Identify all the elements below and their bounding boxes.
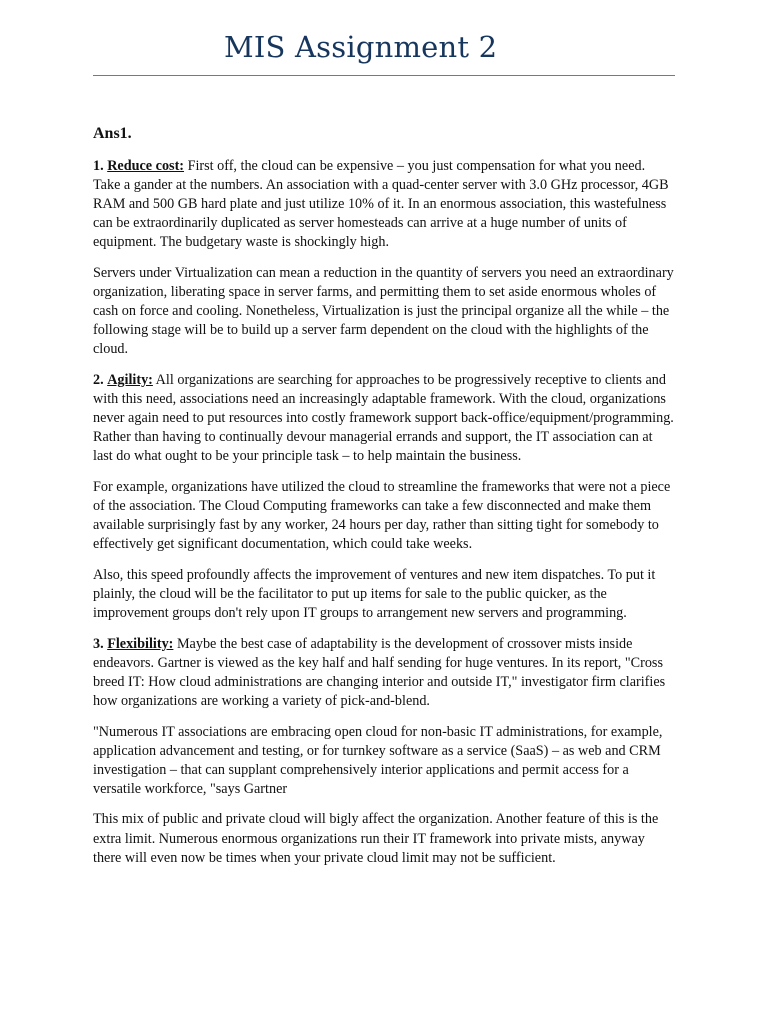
paragraph-hybrid-mix <box>93 810 675 867</box>
paragraph-speed <box>93 566 675 623</box>
paragraph-gartner-quote <box>93 723 675 799</box>
paragraph-text: "Numerous IT associations are embracing open cloud for non-basic IT administrations, for example, application advancement and testing, or for turnkey software as a service (SaaS) – as web and CRM investigation – that can supplant comprehensively interior applications and permit access for a versatile workforce, "says Gartner <box>93 723 663 797</box>
title-underline-rule <box>93 75 675 76</box>
point-number: 1. <box>93 158 104 175</box>
paragraph-agility <box>93 371 675 466</box>
paragraph-text: For example, organizations have utilized the cloud to streamline the frameworks that were not a piece of the association. The Cloud Computing frameworks can take a few disconnected and make them available surprisingly fast by any worker, 24 hours per day, rather than sitting tight for somebody to effectively get significant documentation, which could take weeks. <box>93 479 671 553</box>
point-number: 2. <box>93 372 104 389</box>
paragraph-example <box>93 478 675 554</box>
point-number: 3. <box>93 635 104 652</box>
point-heading: Reduce cost: <box>107 158 185 175</box>
paragraph-text: Servers under Virtualization can mean a reduction in the quantity of servers you need an extraordinary organization, liberating space in server farms, and permitting them to set aside enormous wholes of cash on force and cooling. Nonetheless, Virtualization is just the principal organize all the while – the following stage will be to build up a server farm dependent on the cloud with the highlights of the cloud. <box>93 265 674 358</box>
answer-heading: Ans1. <box>93 125 132 142</box>
document-title: MIS Assignment 2 <box>224 30 498 64</box>
point-heading: Flexibility: <box>107 635 174 652</box>
paragraph-text: Also, this speed profoundly affects the improvement of ventures and new item dispatches. To put it plainly, the cloud will be the facilitator to put up items for sale to the public quicker, as the improvement groups don't rely upon IT groups to arrangement new servers and programming. <box>93 566 656 622</box>
paragraph-reduce-cost <box>93 157 675 252</box>
paragraph-text: All organizations are searching for approaches to be progressively receptive to clients and with this need, associations need an increasingly adaptable framework. With the cloud, organizations never again need to put resources into costly framework support back-office/equipment/programming. Rather than having to continually devour managerial errands and support, the IT association can at last do what ought to be your principle task – to help maintain the business. <box>93 372 674 465</box>
paragraph-virtualization <box>93 264 675 359</box>
paragraph-text: First off, the cloud can be expensive – you just compensation for what you need. Take a gander at the numbers. An association with a quad-center server with 3.0 GHz processor, 4GB RAM and 500 GB hard plate and just utilize 10% of it. In an enormous association, this wastefulness can be extraordinarily duplicated as server homesteads can arrive at a huge number of units of equipment. The budgetary waste is shockingly high. <box>93 158 669 251</box>
paragraph-text: Maybe the best case of adaptability is the development of crossover mists inside endeavors. Gartner is viewed as the key half and half sending for huge ventures. In its report, "Cross breed IT: How cloud administrations are changing interior and outside IT," investigator firm clarifies how organizations are working a variety of pick-and-blend. <box>93 635 666 709</box>
paragraph-flexibility <box>93 635 675 711</box>
document-body <box>93 124 675 879</box>
point-heading: Agility: <box>107 372 153 389</box>
paragraph-text: This mix of public and private cloud will bigly affect the organization. Another feature of this is the extra limit. Numerous enormous organizations run their IT framework into private mists, anyway there will even now be times when your private cloud limit may not be sufficient. <box>93 811 659 866</box>
